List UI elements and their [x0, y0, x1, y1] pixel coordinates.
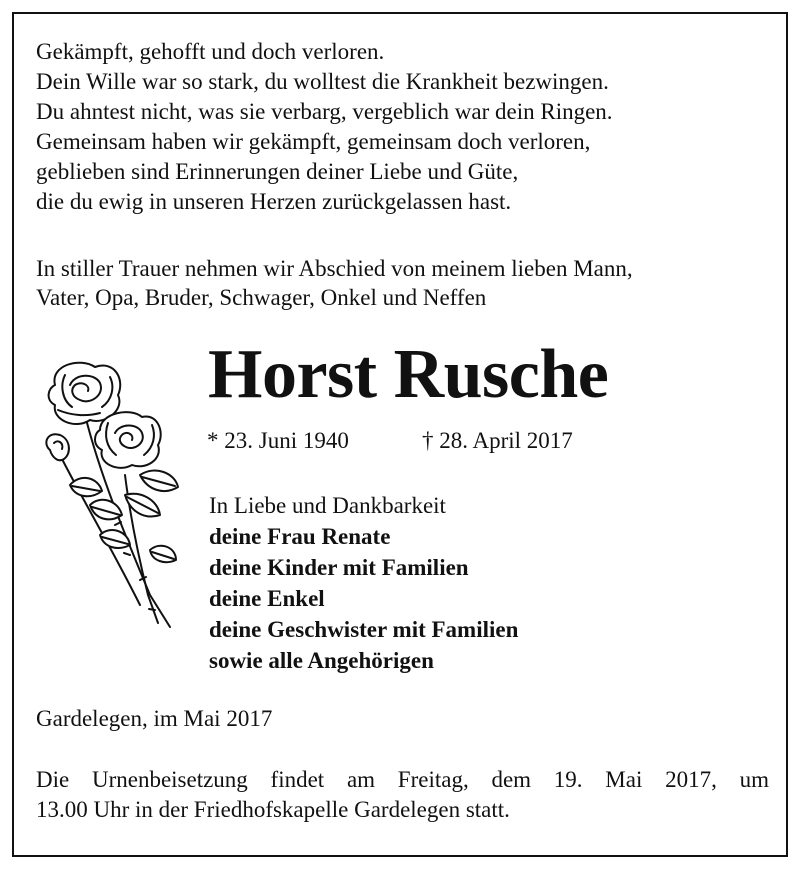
mourner-line-5: sowie alle Angehörigen: [209, 648, 434, 673]
mourners-intro: In Liebe und Dankbarkeit: [209, 493, 446, 518]
poem-line-4: Gemeinsam haben wir gekämpft, gemeinsam doch verloren,: [36, 129, 591, 154]
mourner-line-3: deine Enkel: [209, 586, 325, 611]
poem-line-3: Du ahntest nicht, was sie verbarg, vergeblich war dein Ringen.: [36, 99, 613, 124]
poem-line-2: Dein Wille war so stark, du wolltest die Krankheit bezwingen.: [36, 69, 609, 94]
poem-line-1: Gekämpft, gehofft und doch verloren.: [36, 39, 385, 64]
intro-line-1: In stiller Trauer nehmen wir Abschied von meinem lieben Mann,: [36, 256, 633, 281]
mourner-line-2: deine Kinder mit Familien: [209, 555, 469, 580]
intro-line-2: Vater, Opa, Bruder, Schwager, Onkel und Neffen: [36, 285, 487, 310]
mourner-line-1: deine Frau Renate: [209, 524, 391, 549]
poem-line-6: die du ewig in unseren Herzen zurückgelassen hast.: [36, 189, 512, 214]
rose-illustration-icon: [30, 355, 190, 640]
poem-line-5: geblieben sind Erinnerungen deiner Liebe und Güte,: [36, 159, 519, 184]
place-date: Gardelegen, im Mai 2017: [36, 706, 273, 731]
funeral-line-1: Die Urnenbeisetzung findet am Freitag, dem 19. Mai 2017, um: [36, 767, 769, 792]
death-date: † 28. April 2017: [422, 428, 573, 453]
mourner-line-4: deine Geschwister mit Familien: [209, 617, 519, 642]
funeral-line-2: 13.00 Uhr in der Friedhofskapelle Gardelegen statt.: [36, 797, 510, 822]
deceased-name: Horst Rusche: [208, 336, 609, 413]
birth-date: * 23. Juni 1940: [207, 428, 349, 453]
